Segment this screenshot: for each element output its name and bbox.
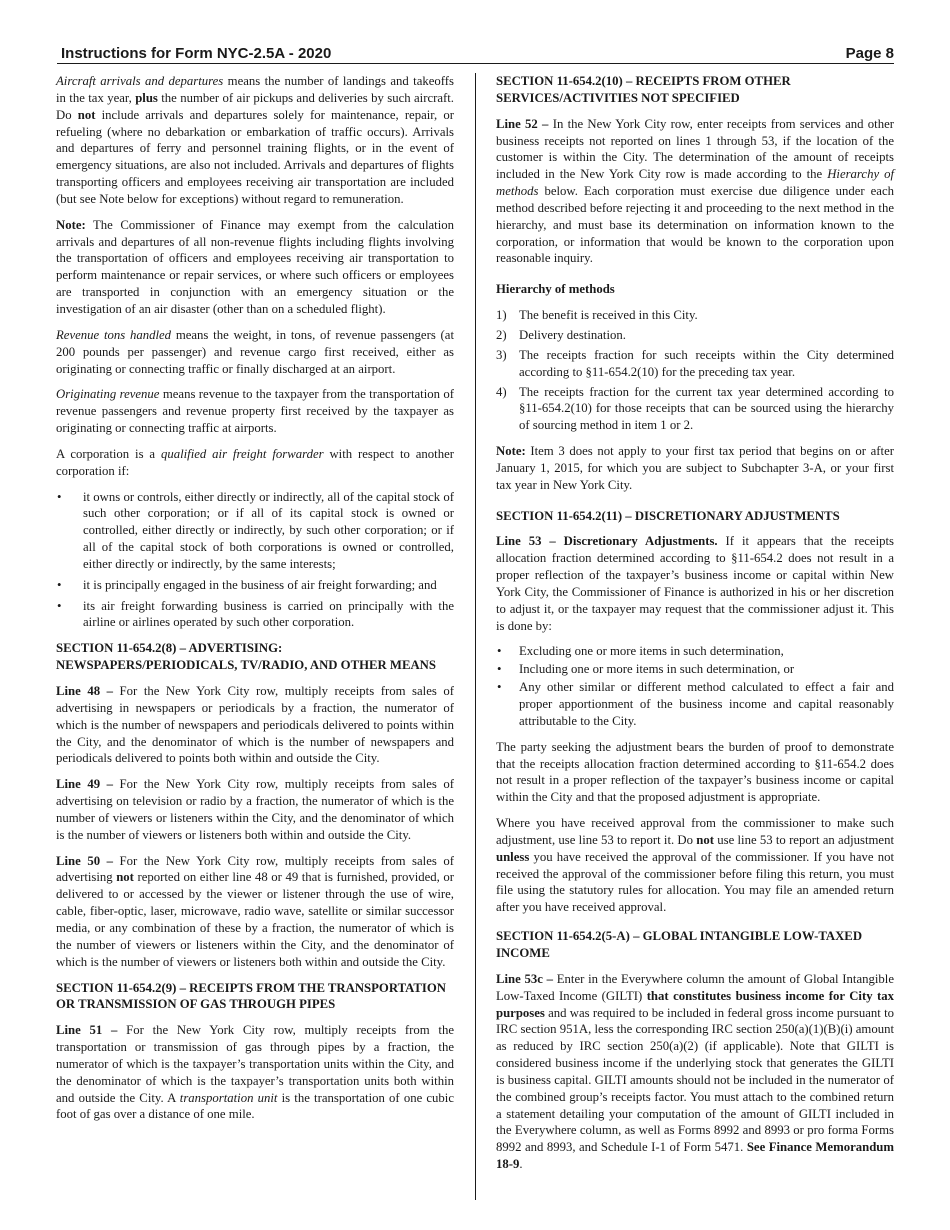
line-52-paragraph: Line 52 – In the New York City row, enter receipts from services and other business receipts not reported on lines 1 through 53, if the location of the customer is within the City. The determination of the amount of receipts included in the New York City row is made according to the Hierarchy of methods below. Each corporation must exercise due diligence under each method described before rejecting it and proceeding to the next method in the hierarchy, and must base its determination on information known to the corporation, or information that would be known to the corporation upon reasonable inquiry.	[496, 116, 894, 266]
list-item: 1) The benefit is received in this City.	[496, 308, 698, 323]
section-heading: SECTION 11-654.2(10) – RECEIPTS FROM OTHER SERVICES/ACTIVITIES NOT SPECIFIED	[496, 74, 791, 105]
line-48-paragraph: Line 48 – For the New York City row, multiply receipts from sales of advertising in newspapers or periodicals by a fraction, the numerator of which is the number of newspapers and periodicals delivered to points within the City, and the denominator of which is the number of newspapers and periodicals delivered to points both within and outside the City.	[56, 684, 455, 766]
list-item: • it owns or controls, either directly or indirectly, all of the capital stock of such other corporation; or if all of its capital stock is owned or controlled, either directly or indirectly, by such other corporation; or if all of the capital stock of both corporations is owned or controlled, either directly or indirectly, by the same interests;	[56, 489, 454, 573]
note-paragraph: Note: The Commissioner of Finance may exempt from the calculation arrivals and departures of all non-revenue flights including flights involving the transportation of officers and employees receiving air transportation to perform maintenance or repair services, or where such officers or employees are transported in conjunction with an emergency situation or the investigation of an air disaster (other than on a scheduled flight).	[56, 217, 454, 316]
list-item: 4) The receipts fraction for the current tax year determined according to §11-654.2(10) for those receipts that can be sourced using the hierarchy of sourcing method in item 1 or 2.	[496, 384, 894, 433]
right-column	[496, 73, 894, 1182]
approval-paragraph: Where you have received approval from the commissioner to make such adjustment, use line 53 to report it. Do not use line 53 to report an adjustment unless you have received the approval of the commissioner. If you have not received the approval of the commissioner before filing this return, you must file using the statutory rules for allocation. You may file an amended return after you have received approval.	[496, 816, 895, 915]
list-item: • Excluding one or more items in such determination,	[496, 643, 894, 660]
list-item: 3) The receipts fraction for such receipts within the City determined according to §11-654.2(10) for the preceding tax year.	[496, 347, 894, 379]
burden-paragraph: The party seeking the adjustment bears the burden of proof to demonstrate that the receipts allocation fraction determined according to §11-654.2 does not result in a proper reflection of the taxpayer’s business income or capital within the City and that the proposed adjustment is appropriate.	[496, 739, 894, 805]
term: Aircraft arrivals and departures	[56, 74, 224, 88]
note-paragraph: Note: Item 3 does not apply to your first tax period that begins on or after January 1, 2015, for which you are subject to Subchapter 3-A, or your first tax year in New York City.	[496, 444, 894, 492]
forwarder-definition: A corporation is a qualified air freight forwarder with respect to another corporation if:	[56, 446, 454, 478]
list-item: • its air freight forwarding business is carried on principally with the airline or airlines operated by such other corporation.	[56, 598, 454, 632]
hierarchy-heading: Hierarchy of methods	[496, 282, 615, 297]
adjustment-list	[496, 643, 894, 729]
section-heading: SECTION 11-654.2(11) – DISCRETIONARY ADJUSTMENTS	[496, 508, 840, 523]
line-51-paragraph: Line 51 – For the New York City row, multiply receipts from the transportation or transmission of gas through pipes by a fraction, the numerator of which is the taxpayer’s transportation units within the City, and the denominator of which is the taxpayer’s transportation units both within and outside the City. A transportation unit is the transportation of one cubic foot of gas over a distance of one mile.	[56, 1023, 455, 1122]
list-item: • Any other similar or different method calculated to effect a fair and proper apportionment of the business income and capital reasonably attributable to the City.	[496, 679, 894, 730]
page-header	[57, 44, 894, 64]
page-number: Page 8	[845, 45, 894, 62]
forwarder-list	[56, 489, 454, 632]
line-53c-paragraph: Line 53c – Enter in the Everywhere column the amount of Global Intangible Low-Taxed Income (GILTI) that constitutes business income for City tax purposes and was required to be included in federal gross income pursuant to IRC section 951A, less the corresponding IRC section 250(a)(1)(B)(i) amount as reduced by IRC section 250(a)(2) (if applicable). Note that GILTI is considered business income if the underlying stock that generates the GILTI is business capital. GILTI amounts should not be included in the numerator of the combined group’s receipts factor. You must attach to the combined return a statement detailing your computation of the amount of GILTI included in the Everywhere column, as well as Forms 8992 and 8993 or pro forma Forms 8992 and 8993, and Schedule I-1 of Form 5471. See Finance Memorandum 18-9.	[496, 971, 895, 1172]
hierarchy-list	[496, 307, 894, 434]
section-heading: SECTION 11-654.2(5-A) – GLOBAL INTANGIBLE LOW-TAXED INCOME	[496, 929, 863, 960]
column-divider	[475, 73, 476, 1200]
document-title: Instructions for Form NYC-2.5A - 2020	[61, 45, 332, 62]
originating-revenue-definition: Originating revenue means revenue to the taxpayer from the transportation of revenue passengers and revenue property first received by the taxpayer as originating or connecting traffic at airports.	[56, 387, 454, 436]
section-heading: SECTION 11-654.2(9) – RECEIPTS FROM THE TRANSPORTATION OR TRANSMISSION OF GAS THROUGH PIPES	[56, 980, 447, 1012]
section-heading: SECTION 11-654.2(8) – ADVERTISING: NEWSPAPERS/PERIODICALS, TV/RADIO, AND OTHER MEANS	[56, 641, 436, 673]
header-rule	[57, 63, 894, 64]
aircraft-definition: Aircraft arrivals and departures means the number of landings and takeoffs in the tax year, plus the number of air pickups and deliveries by such aircraft. Do not include arrivals and departures solely for maintenance, repair, or refueling (where no debarkation or embarkation of traffic occurs). Arrivals and departures of ferry and personnel training flights, or in the event of emergency situations, are also not included. Arrivals and departures of flights transporting officers and employees receiving air transportation are included (but see Note below for exceptions) without regard to remuneration.	[56, 74, 454, 206]
list-item: • it is principally engaged in the business of air freight forwarding; and	[56, 577, 454, 594]
left-column	[56, 73, 454, 1132]
list-item: 2) Delivery destination.	[496, 327, 626, 342]
line-49-paragraph: Line 49 – For the New York City row, multiply receipts from sales of advertising on television or radio by a fraction, the numerator of which is the number of viewers or listeners within the City, and the denominator of which is the number of viewers or listeners both within and outside the City.	[56, 777, 455, 842]
list-item: • Including one or more items in such determination, or	[496, 661, 894, 678]
line-50-paragraph: Line 50 – For the New York City row, multiply receipts from sales of advertising not reported on either line 48 or 49 that is furnished, provided, or delivered to or accessed by the viewer or listener through the use of wire, cable, fiber-optic, laser, microwave, radio wave, satellite or similar successor media, or any combination of these by a fraction, the numerator of which is the number of viewers or listeners within the City, and the denominator of which is the number of viewers or listeners both within and outside the City.	[56, 853, 455, 969]
revenue-tons-definition: Revenue tons handled means the weight, in tons, of revenue passengers (at 200 pounds per passenger) and revenue cargo first received, either as originating or connecting traffic or finally discharged at an airport.	[56, 327, 454, 376]
line-53-paragraph: Line 53 – Discretionary Adjustments. If it appears that the receipts allocation fraction determined according to §11-654.2 does not result in a proper reflection of the taxpayer’s business income or capital within New York City, the Commissioner of Finance is authorized in his or her discretion to adjust it, or the taxpayer may request that the commissioner adjust it. This is done by:	[496, 534, 894, 633]
